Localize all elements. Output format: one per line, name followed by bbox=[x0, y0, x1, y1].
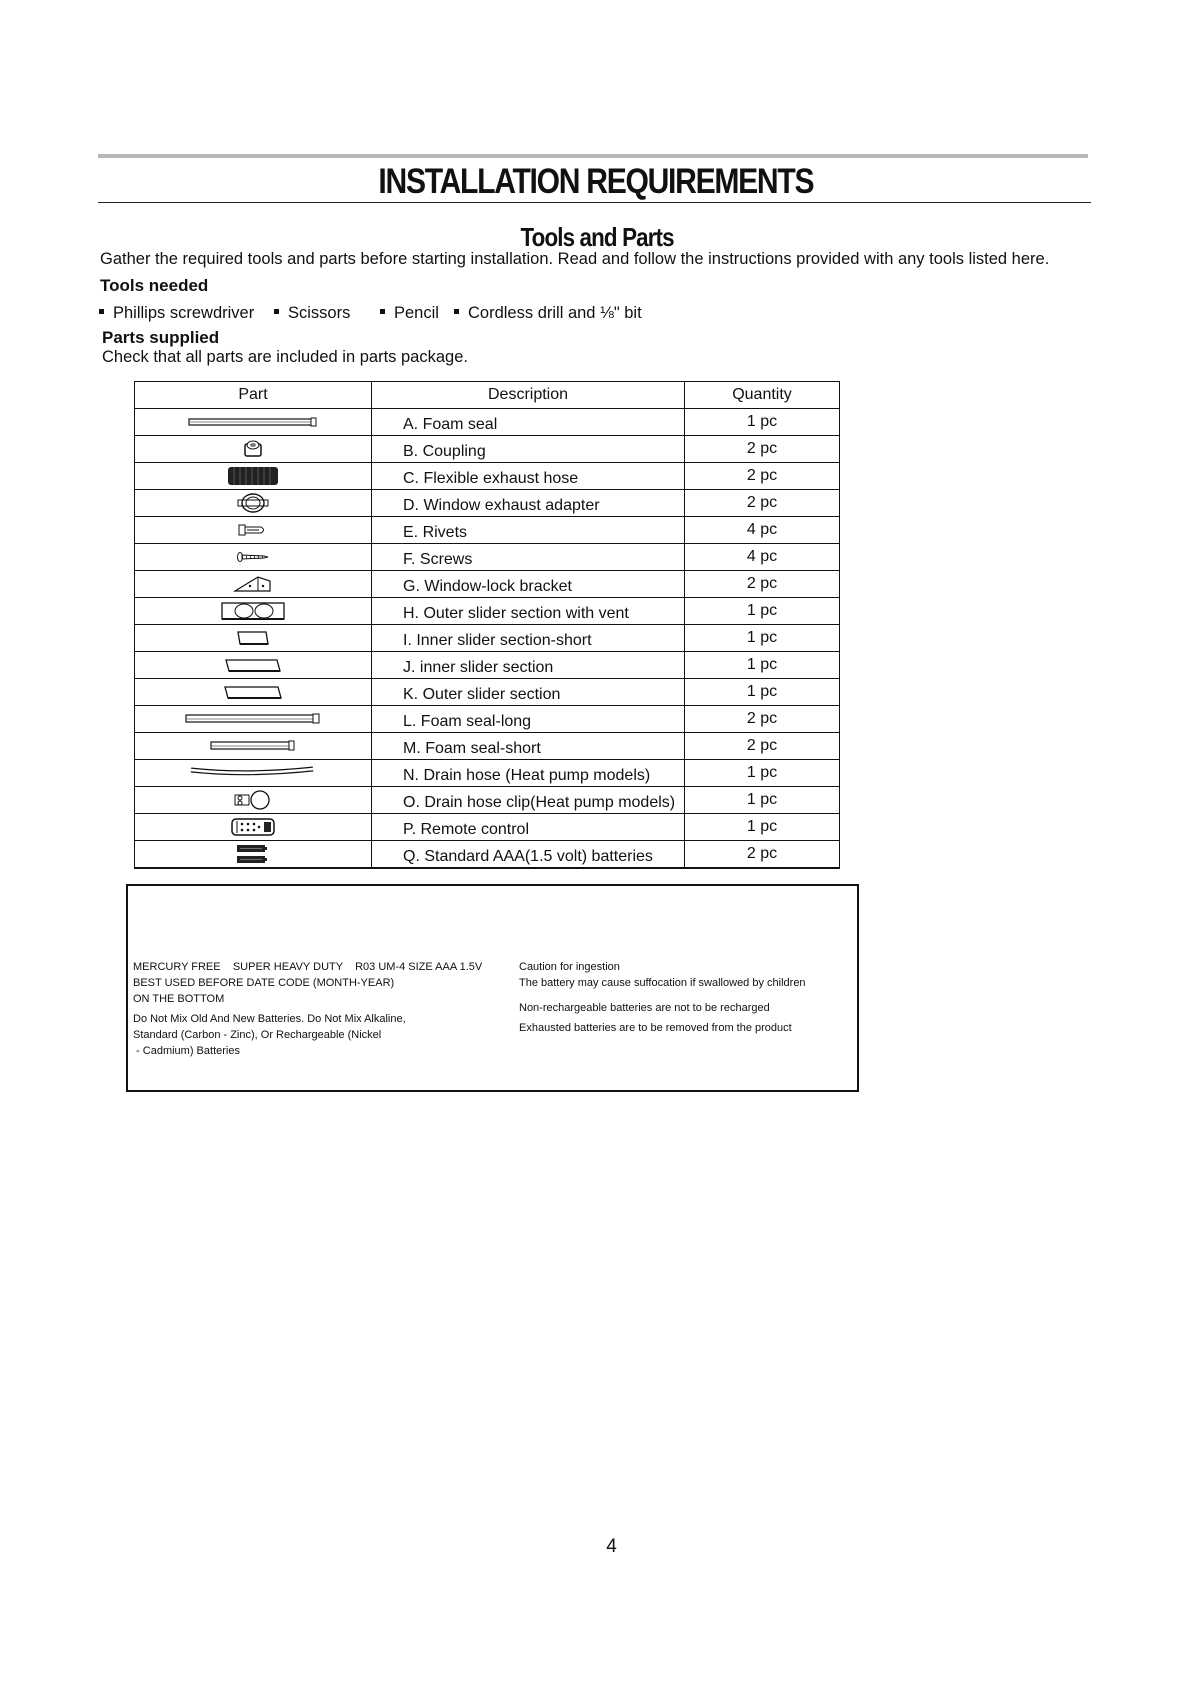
part-description: C. Flexible exhaust hose bbox=[372, 463, 685, 490]
table-row bbox=[135, 517, 840, 544]
table-header-row bbox=[135, 382, 840, 409]
parts-heading: Parts supplied bbox=[102, 328, 220, 347]
tool-item: Cordless drill and ⅛" bit bbox=[454, 304, 642, 323]
slider-inner-icon bbox=[223, 656, 283, 674]
parts-table bbox=[134, 381, 840, 869]
part-description: I. Inner slider section-short bbox=[372, 625, 685, 652]
part-description: L. Foam seal-long bbox=[372, 706, 685, 733]
part-quantity: 1 pc bbox=[685, 787, 840, 814]
part-quantity: 1 pc bbox=[685, 679, 840, 706]
coupling-icon bbox=[242, 439, 264, 459]
table-row bbox=[135, 733, 840, 760]
part-description: O. Drain hose clip(Heat pump models) bbox=[372, 787, 685, 814]
column-header-quantity: Quantity bbox=[685, 382, 840, 409]
bracket-icon bbox=[232, 573, 274, 595]
bullet-icon bbox=[380, 309, 385, 314]
part-description: F. Screws bbox=[372, 544, 685, 571]
foam-seal-long-icon bbox=[185, 712, 321, 726]
slider-short-icon bbox=[234, 629, 272, 647]
foam-seal-short-icon bbox=[210, 739, 296, 753]
batteries-icon bbox=[235, 843, 271, 865]
table-row bbox=[135, 625, 840, 652]
part-quantity: 2 pc bbox=[685, 436, 840, 463]
part-quantity: 1 pc bbox=[685, 598, 840, 625]
battery-info-right bbox=[519, 960, 806, 1037]
part-description: M. Foam seal-short bbox=[372, 733, 685, 760]
battery-line: BEST USED BEFORE DATE CODE (MONTH-YEAR) bbox=[133, 976, 395, 989]
top-rule bbox=[98, 154, 1088, 158]
hose-clip-icon bbox=[233, 789, 273, 811]
foam-seal-icon bbox=[188, 416, 318, 428]
table-row bbox=[135, 787, 840, 814]
column-header-part: Part bbox=[135, 382, 372, 409]
screw-icon bbox=[236, 551, 270, 563]
part-quantity: 4 pc bbox=[685, 517, 840, 544]
part-quantity: 1 pc bbox=[685, 625, 840, 652]
part-description: B. Coupling bbox=[372, 436, 685, 463]
exhaust-hose-icon bbox=[226, 465, 280, 487]
part-description: N. Drain hose (Heat pump models) bbox=[372, 760, 685, 787]
table-row bbox=[135, 490, 840, 517]
page-title: INSTALLATION REQUIREMENTS bbox=[378, 162, 814, 201]
part-description: P. Remote control bbox=[372, 814, 685, 841]
table-row bbox=[135, 814, 840, 841]
table-row bbox=[135, 436, 840, 463]
part-quantity: 2 pc bbox=[685, 841, 840, 869]
battery-line: - Cadmium) Batteries bbox=[133, 1044, 240, 1057]
part-quantity: 2 pc bbox=[685, 706, 840, 733]
tool-item: Phillips screwdriver bbox=[99, 304, 254, 323]
tools-heading: Tools needed bbox=[100, 276, 209, 295]
bullet-icon bbox=[99, 309, 104, 314]
part-description: E. Rivets bbox=[372, 517, 685, 544]
table-row bbox=[135, 760, 840, 787]
table-row bbox=[135, 679, 840, 706]
table-row bbox=[135, 544, 840, 571]
battery-line: MERCURY FREE SUPER HEAVY DUTY R03 UM-4 SIZE AAA 1.5V bbox=[133, 961, 483, 973]
remote-control-icon bbox=[230, 817, 276, 837]
table-row bbox=[135, 409, 840, 436]
tool-item: Pencil bbox=[380, 304, 439, 323]
table-row bbox=[135, 463, 840, 490]
intro-text: Gather the required tools and parts before starting installation. Read and follow the instructions provided with any tools listed here. bbox=[100, 250, 1050, 268]
part-description: Q. Standard AAA(1.5 volt) batteries bbox=[372, 841, 685, 869]
part-quantity: 1 pc bbox=[685, 409, 840, 436]
battery-line: Caution for ingestion bbox=[519, 961, 620, 973]
part-quantity: 1 pc bbox=[685, 814, 840, 841]
part-description: H. Outer slider section with vent bbox=[372, 598, 685, 625]
rivet-icon bbox=[237, 522, 269, 538]
part-description: J. inner slider section bbox=[372, 652, 685, 679]
bullet-icon bbox=[454, 309, 459, 314]
window-adapter-icon bbox=[236, 492, 270, 514]
part-quantity: 2 pc bbox=[685, 490, 840, 517]
part-quantity: 1 pc bbox=[685, 760, 840, 787]
part-quantity: 2 pc bbox=[685, 571, 840, 598]
part-quantity: 4 pc bbox=[685, 544, 840, 571]
battery-line: Standard (Carbon - Zinc), Or Rechargeable (Nickel bbox=[133, 1028, 382, 1041]
table-row bbox=[135, 652, 840, 679]
battery-line: ON THE BOTTOM bbox=[133, 992, 225, 1005]
table-row bbox=[135, 841, 840, 869]
battery-line: Do Not Mix Old And New Batteries. Do Not Mix Alkaline, bbox=[133, 1012, 406, 1025]
slider-vent-icon bbox=[220, 600, 286, 622]
table-row bbox=[135, 706, 840, 733]
title-underline bbox=[98, 202, 1091, 203]
part-quantity: 1 pc bbox=[685, 652, 840, 679]
section-title: Tools and Parts bbox=[520, 222, 674, 252]
part-description: D. Window exhaust adapter bbox=[372, 490, 685, 517]
part-description: A. Foam seal bbox=[372, 409, 685, 436]
table-row bbox=[135, 598, 840, 625]
parts-note: Check that all parts are included in parts package. bbox=[102, 348, 468, 366]
battery-line: The battery may cause suffocation if swallowed by children bbox=[519, 976, 806, 989]
part-description: K. Outer slider section bbox=[372, 679, 685, 706]
part-description: G. Window-lock bracket bbox=[372, 571, 685, 598]
slider-outer-icon bbox=[222, 683, 284, 701]
column-header-description: Description bbox=[372, 382, 685, 409]
battery-info-left bbox=[133, 960, 482, 1060]
bullet-icon bbox=[274, 309, 279, 314]
battery-line: Non-rechargeable batteries are not to be recharged bbox=[519, 1001, 770, 1014]
battery-info-box bbox=[126, 884, 859, 1092]
part-quantity: 2 pc bbox=[685, 733, 840, 760]
drain-hose-icon bbox=[187, 765, 319, 781]
part-quantity: 2 pc bbox=[685, 463, 840, 490]
page-number: 4 bbox=[606, 1536, 617, 1557]
tool-item: Scissors bbox=[274, 304, 350, 323]
table-row bbox=[135, 571, 840, 598]
battery-line: Exhausted batteries are to be removed from the product bbox=[519, 1021, 792, 1034]
